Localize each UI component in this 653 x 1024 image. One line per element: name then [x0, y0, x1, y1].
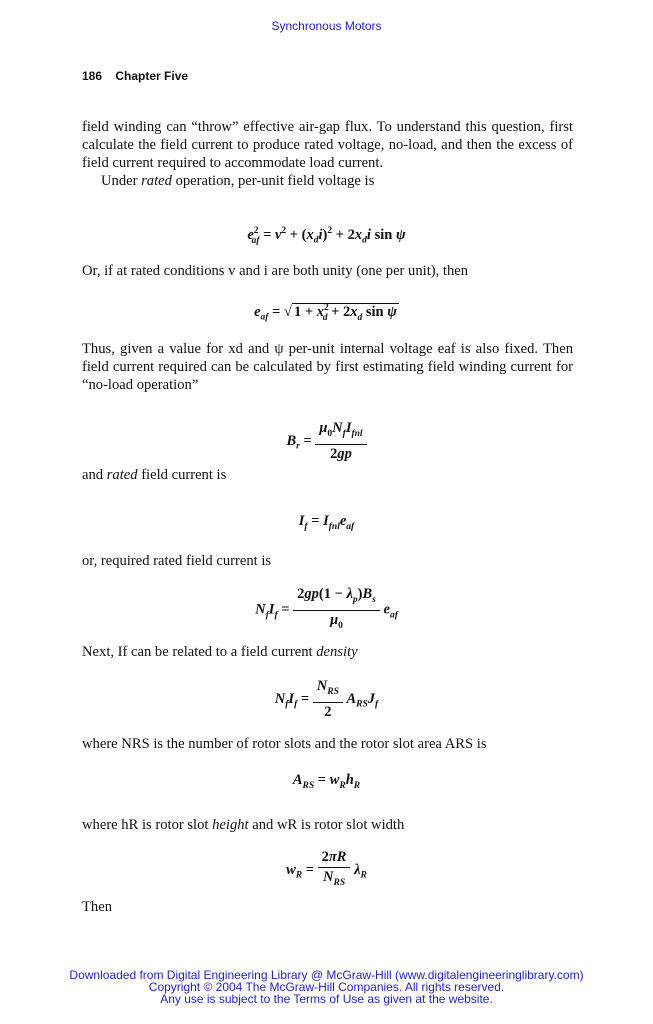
chapter-heading — [82, 69, 188, 83]
equation-7: $A_{RS} = w_Rh_R$ — [292, 772, 361, 791]
paragraph-1: field winding can “throw” effective air-gap flux. To understand this question, first calculate the field current to produce rated voltage, no-load, and then the excess of field current required to accommodate load current. — [82, 119, 573, 171]
footer-line-3: Any use is subject to the Terms of Use as given at the website. — [160, 992, 493, 1006]
equation-5: $N_fI_f$ = $\frac{2gp(1 - \lambda_p)B_s}{\mu_0}$ $e_{af}$ — [255, 586, 398, 631]
footer-notice — [0, 969, 653, 1005]
paragraph-9: where hR is rotor slot height and wR is rotor slot width — [82, 817, 405, 833]
paragraph-3: Or, if at rated conditions v and i are both unity (one per unit), then — [82, 263, 469, 279]
paragraph-10: Then — [82, 899, 112, 915]
running-header: Synchronous Motors — [271, 19, 382, 33]
paragraph-8: where NRS is the number of rotor slots and the rotor slot area ARS is — [82, 736, 487, 752]
equation-6: $N_fI_f$ = $\frac{N_{RS}}{2}$ $A_{RS}J_f$ — [274, 678, 379, 720]
paragraph-intro — [82, 118, 573, 190]
paragraph-5: and rated field current is — [82, 467, 227, 483]
equation-8: $w_R$ = $\frac{2\pi R}{N_{RS}}$ $\lambda_R$ — [286, 849, 367, 888]
equation-2: $e_{af}$ = √ $1 + x^2_d + 2x_d$ sin ψ — [254, 303, 397, 323]
equation-1: $e^2_{af} = v^2 + (x_di)^2 + 2x_di$ sin ψ — [247, 226, 406, 246]
equation-4: $I_f = I_{fnl}e_{af}$ — [298, 513, 355, 532]
equation-3: $B_r$ = $\frac{\mu_0N_fI_{fnl}}{2gp}$ — [0, 419, 653, 464]
paragraph-4: Thus, given a value for xd and ψ per-unit internal voltage eaf is also fixed. Then field current required can be calculated by first estimating field winding current for “no-load operation” — [82, 341, 573, 393]
page-number: 186 — [82, 69, 103, 83]
paragraph-7: Next, If can be related to a field current density — [82, 644, 358, 660]
chapter-title: Chapter Five — [115, 69, 189, 83]
footer-line-2: Copyright © 2004 The McGraw-Hill Companies. All rights reserved. — [148, 980, 505, 994]
paragraph-2: Under rated operation, per-unit field voltage is — [101, 173, 375, 189]
footer-line-1[interactable]: Downloaded from Digital Engineering Library @ McGraw-Hill (www.digitalengineeringlibrary.com) — [69, 968, 584, 982]
paragraph-6: or, required rated field current is — [82, 553, 272, 569]
